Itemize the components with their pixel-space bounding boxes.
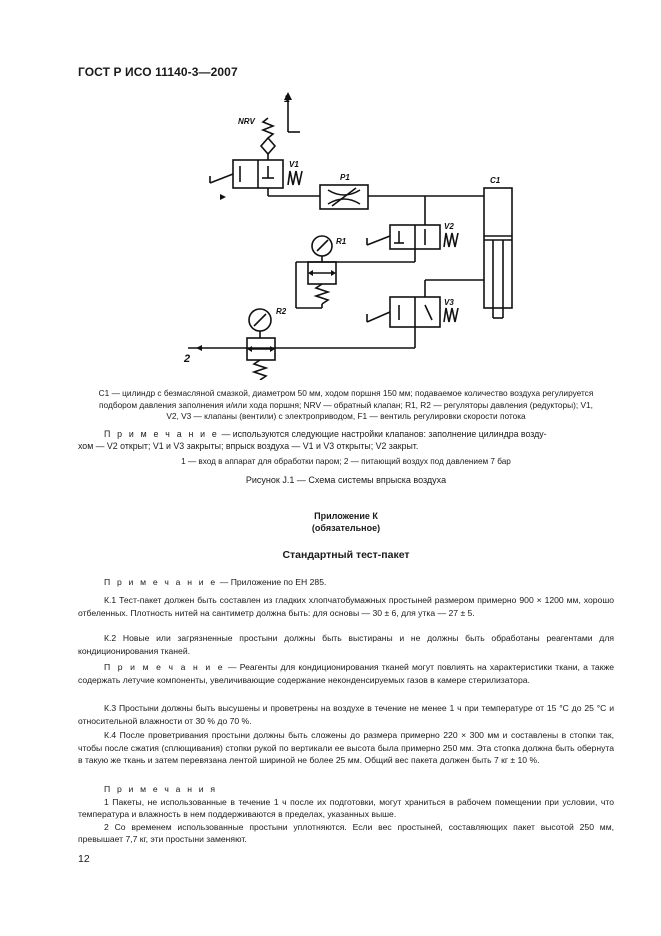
clause-k4: К.4 После проветривания простыни должны быть сложены до размера примерно 220 × 300 мм и составлены в стопки так, чтобы после сжатия (сплющивания) стопки рукой по вертикали ее высота была примерно 250 мм. Эта стопка должна быть обернута в такую же ткань и затем перевязана лентой шириной не более 25 мм. Общий вес пакета должен быть 7 кг ± 10 %. <box>78 730 614 766</box>
label-nrv: NRV <box>238 117 255 126</box>
label-r2: R2 <box>276 307 287 316</box>
figure-keys: 1 — вход в аппарат для обработки паром; 2 — питающий воздух под давлением 7 бар <box>181 457 511 466</box>
c1-cylinder <box>484 188 512 308</box>
clause-k2: К.2 Новые или загрязненные простыни должны быть выстираны и не должны быть обработаны реагентами для кондиционирования тканей. <box>78 633 614 656</box>
figure-caption: Рисунок J.1 — Схема системы впрыска воздуха <box>245 475 447 485</box>
clause-k1: К.1 Тест-пакет должен быть составлен из гладких хлопчатобумажных простыней размером примерно 900 × 1200 мм, хорошо отбеленных. Плотность нитей на сантиметр должна быть: для основы — 30 ± 6, для утка — 27 ± 5. <box>78 595 614 618</box>
label-v1: V1 <box>289 160 299 169</box>
label-inlet-1: 1 <box>284 93 291 105</box>
nrv-spring <box>263 118 273 138</box>
notes-label: П р и м е ч а н и я <box>104 784 218 794</box>
note-annex-source: П р и м е ч а н и е — Приложение по ЕН 285. <box>104 577 327 587</box>
annex-status: (обязательное) <box>311 523 381 533</box>
annex-title: Приложение К <box>314 511 378 521</box>
figure-note: П р и м е ч а н и е — используются следующие настройки клапанов: заполнение цилиндра возду- хом — V2 открыт; V1 и V3 закрыты; впрыск воздуха — V1 и V3 открыты; V2 закрыт. <box>78 429 547 452</box>
page-number: 12 <box>78 853 90 865</box>
label-p1: P1 <box>340 173 350 182</box>
note-reagents: П р и м е ч а н и е — Реагенты для кондиционирования тканей могут повлиять на характеристики ткани, а также содержать летучие компоненты, увеличивающие содержание неконденсируемых газов в камере стерилизатора. <box>78 662 614 685</box>
annex-heading: Стандартный тест-пакет <box>282 549 410 561</box>
label-inlet-2: 2 <box>184 353 191 365</box>
standard-header: ГОСТ Р ИСО 11140-3—2007 <box>78 65 238 79</box>
label-v2: V2 <box>444 222 454 231</box>
label-v3: V3 <box>444 298 454 307</box>
notes-section <box>78 783 614 846</box>
note-item-1: 1 Пакеты, не использованные в течение 1 ч после их подготовки, могут храниться в рабочем помещении при условии, что температура и влажность в нем поддерживаются в пределах, указанных выше. <box>78 796 614 820</box>
nrv-check-valve <box>261 138 275 154</box>
clause-k3: К.3 Простыни должны быть высушены и проветрены на воздухе в течение не менее 1 ч при температуре от 15 °С до 25 °С и относительной влажности от 30 % до 70 %. <box>78 703 614 726</box>
figure-legend: C1 — цилиндр с безмасляной смазкой, диаметром 50 мм, ходом поршня 150 мм; подаваемое количество воздуха регулируется подбором давления заполнения и/или хода поршня; NRV — обратный клапан; R1, R2 — регуляторы давления (редукторы); V1, V2, V3 — клапаны (вентили) с электроприводом, F1 — вентиль регулировки скорости потока <box>98 388 594 422</box>
label-r1: R1 <box>336 237 347 246</box>
label-c1: C1 <box>490 176 501 185</box>
air-injection-diagram <box>0 0 661 380</box>
note-item-2: 2 Со временем использованные простыни уплотняются. Если вес простыней, составляющих пакет высотой 250 мм, превышает 7,7 кг, эти простыни заменяют. <box>78 821 614 845</box>
